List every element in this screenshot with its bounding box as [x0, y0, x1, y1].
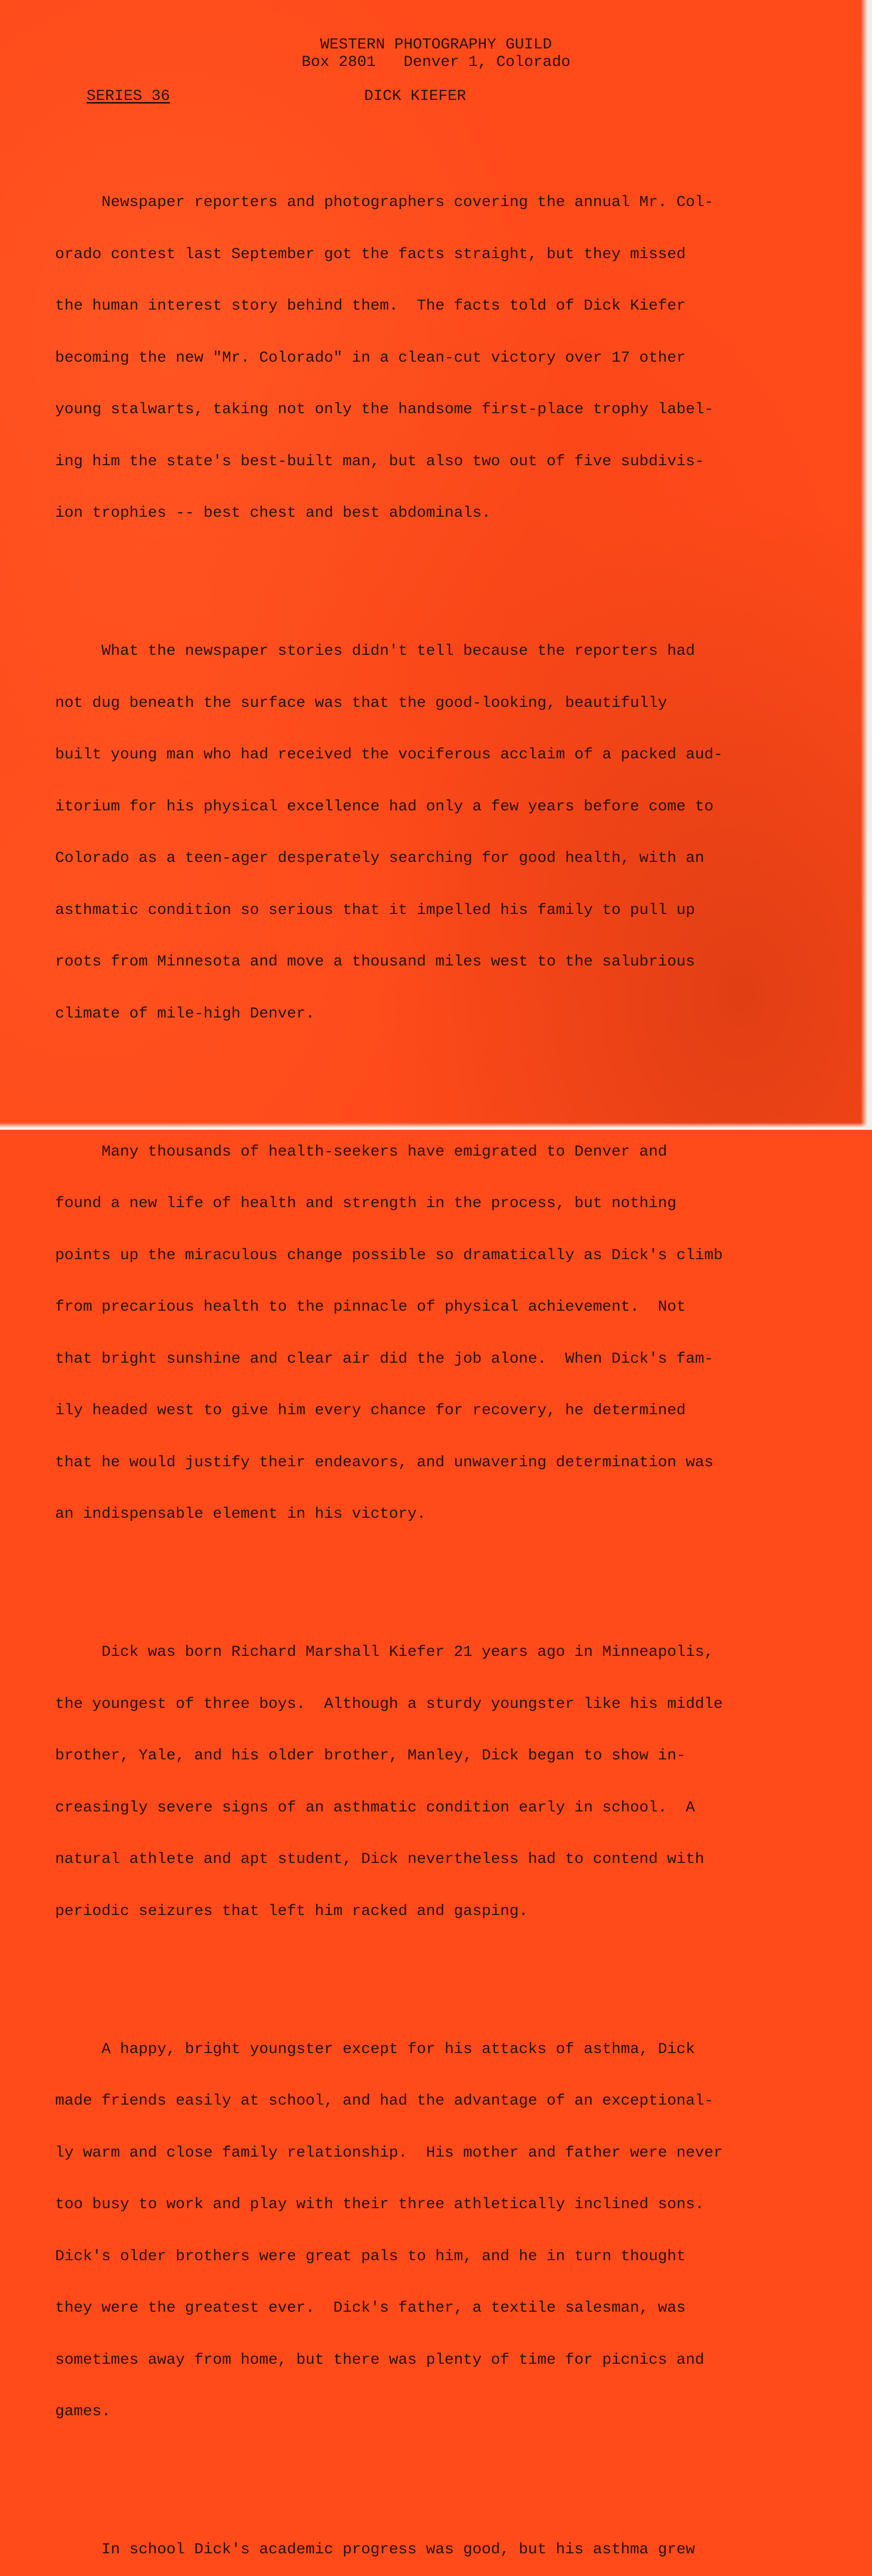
text-line: itorium for his physical excellence had only a few years before come to: [55, 798, 714, 816]
organization-name: WESTERN PHOTOGRAPHY GUILD: [320, 36, 552, 54]
text-line: periodic seizures that left him racked and gasping.: [55, 1902, 528, 1920]
article-subject: DICK KIEFER: [364, 88, 467, 105]
text-line: A happy, bright youngster except for his attacks of asthma, Dick: [55, 2040, 695, 2058]
text-line: Dick was born Richard Marshall Kiefer 21 years ago in Minneapolis,: [55, 1643, 714, 1661]
text-line: an indispensable element in his victory.: [55, 1505, 426, 1523]
text-line: Many thousands of health-seekers have emigrated to Denver and: [55, 1143, 668, 1161]
text-line: What the newspaper stories didn't tell because the reporters had: [55, 642, 695, 660]
text-line: the human interest story behind them. The facts told of Dick Kiefer: [55, 297, 686, 315]
text-line: climate of mile-high Denver.: [55, 1005, 315, 1023]
text-line: creasingly severe signs of an asthmatic condition early in school. A: [55, 1799, 695, 1817]
text-line: In school Dick's academic progress was good, but his asthma grew: [55, 2541, 695, 2558]
paragraph: [55, 608, 859, 1057]
text-line: they were the greatest ever. Dick's father, a textile salesman, was: [55, 2299, 686, 2317]
organization-address: Box 2801 Denver 1, Colorado: [301, 54, 571, 71]
text-line: Newspaper reporters and photographers covering the annual Mr. Col-: [55, 194, 714, 211]
paragraph: [55, 2507, 859, 2576]
text-line: points up the miraculous change possible so dramatically as Dick's climb: [55, 1246, 723, 1264]
text-line: from precarious health to the pinnacle of physical achievement. Not: [55, 1298, 686, 1316]
paragraph: [55, 1609, 859, 1955]
text-line: Dick's older brothers were great pals to him, and he in turn thought: [55, 2247, 686, 2265]
text-line: not dug beneath the surface was that the good-looking, beautifully: [55, 694, 668, 712]
text-line: the youngest of three boys. Although a sturdy youngster like his middle: [55, 1695, 723, 1713]
text-line: that bright sunshine and clear air did the job alone. When Dick's fam-: [55, 1350, 714, 1368]
text-line: becoming the new "Mr. Colorado" in a clean-cut victory over 17 other: [55, 349, 686, 367]
text-line: ion trophies -- best chest and best abdominals.: [55, 504, 491, 522]
series-number: SERIES 36: [87, 88, 170, 105]
paragraph: [55, 1109, 859, 1558]
text-line: brother, Yale, and his older brother, Manley, Dick began to show in-: [55, 1747, 686, 1765]
paper-edge-bottom: [0, 1123, 872, 1130]
text-line: natural athlete and apt student, Dick nevertheless had to contend with: [55, 1851, 705, 1868]
text-line: found a new life of health and strength in the process, but nothing: [55, 1195, 677, 1212]
paragraph: [55, 2007, 859, 2455]
text-line: sometimes away from home, but there was plenty of time for picnics and: [55, 2351, 705, 2369]
text-line: too busy to work and play with their three athletically inclined sons.: [55, 2196, 705, 2213]
paper-edge-right: [861, 0, 872, 1130]
text-line: Colorado as a teen-ager desperately searching for good health, with an: [55, 850, 705, 867]
text-line: that he would justify their endeavors, and unwavering determination was: [55, 1453, 714, 1471]
text-line: games.: [55, 2403, 111, 2420]
text-line: made friends easily at school, and had the advantage of an exceptional-: [55, 2092, 714, 2110]
text-line: ing him the state's best-built man, but also two out of five subdivis-: [55, 452, 705, 470]
text-line: roots from Minnesota and move a thousand miles west to the salubrious: [55, 953, 695, 971]
text-line: ly warm and close family relationship. His mother and father were never: [55, 2144, 723, 2162]
text-line: ily headed west to give him every chance for recovery, he determined: [55, 1402, 686, 1419]
text-line: orado contest last September got the facts straight, but they missed: [55, 245, 686, 263]
text-line: built young man who had received the vociferous acclaim of a packed aud-: [55, 746, 723, 764]
paragraph: [55, 160, 859, 557]
text-line: young stalwarts, taking not only the handsome first-place trophy label-: [55, 401, 714, 418]
article-body: [55, 125, 859, 2576]
text-line: asthmatic condition so serious that it impelled his family to pull up: [55, 901, 695, 919]
